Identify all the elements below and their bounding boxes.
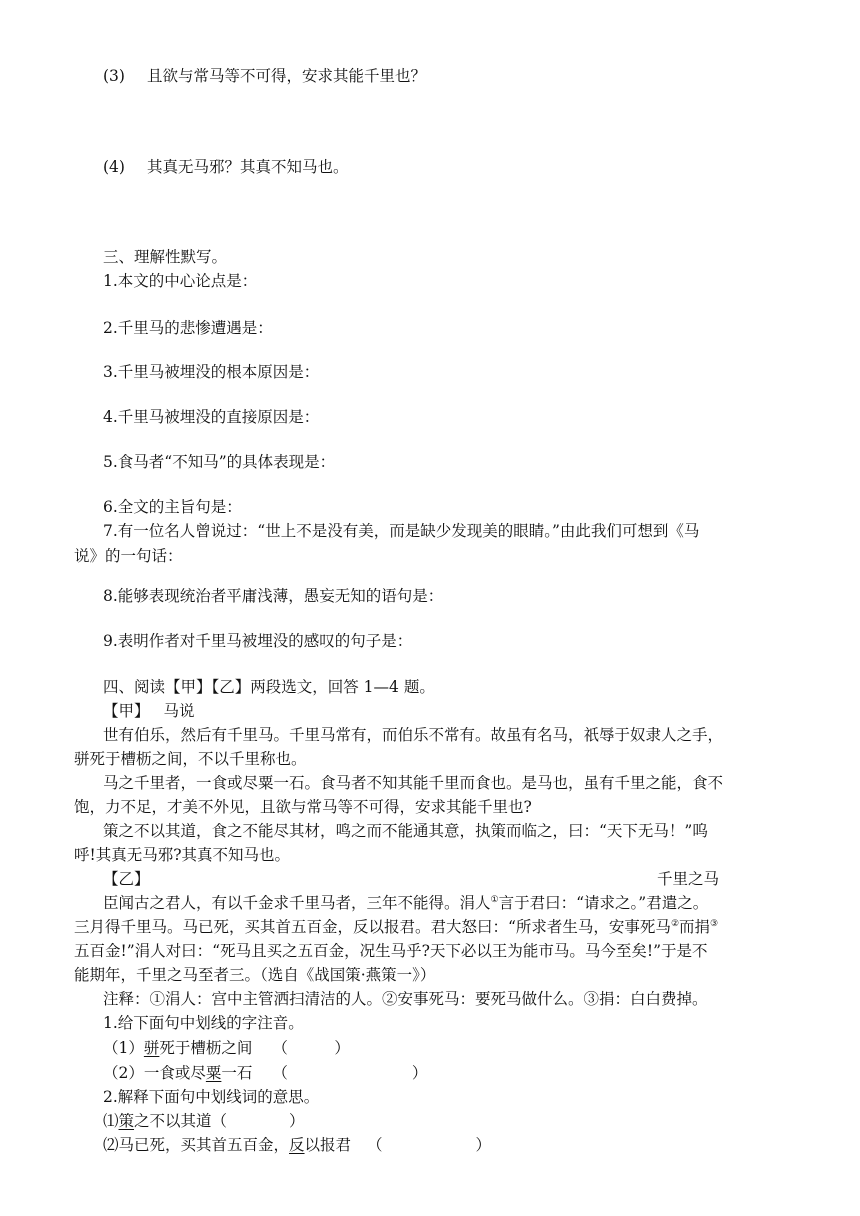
answer-blank[interactable]: （ ） <box>272 1039 350 1057</box>
subquestion-text: （2）一食或尽 <box>103 1064 206 1082</box>
question-4-2-stem: 2.解释下面句中划线词的意思。 <box>103 1088 320 1106</box>
question-3-7: 7.有一位名人曾说过：“世上不是没有美，而是缺少发现美的眼睛。”由此我们可想到《马 <box>103 522 700 540</box>
question-4-1-stem: 1.给下面句中划线的字注音。 <box>103 1014 304 1032</box>
subquestion-text: 以报君 <box>304 1136 352 1154</box>
question-3-1: 1.本文的中心论点是： <box>103 272 258 290</box>
subquestion-text: 死于槽枥之间 <box>159 1039 253 1057</box>
question-3-8: 8.能够表现统治者平庸浅薄，愚妄无知的语句是： <box>103 587 444 605</box>
subquestion-number: （1） <box>103 1039 144 1057</box>
question-4-2-a <box>103 1111 305 1131</box>
passage-jia-line: 马之千里者，一食或尽粟一石。食马者不知其能千里而食也。是马也，虽有千里之能，食不 <box>103 774 724 792</box>
underlined-char: 策 <box>118 1112 135 1130</box>
question-3-9: 9.表明作者对千里马被埋没的感叹的句子是： <box>103 632 413 650</box>
passage-jia-line: 世有伯乐，然后有千里马。千里马常有，而伯乐不常有。故虽有名马，祇辱于奴隶人之手， <box>103 726 724 744</box>
item-text: 其真无马邪？其真不知马也。 <box>146 158 349 176</box>
footnote-marker: ① <box>490 895 499 905</box>
question-3-5: 5.食马者“不知马”的具体表现是： <box>103 453 336 471</box>
underlined-char: 粟 <box>205 1064 222 1082</box>
question-4-2-b <box>103 1135 491 1155</box>
passage-jia-line: 饱，力不足，才美不外见，且欲与常马等不可得，安求其能千里也? <box>74 798 532 816</box>
passage-yi-line <box>74 917 718 937</box>
translation-item-4 <box>103 157 348 177</box>
passage-jia-header <box>103 701 195 721</box>
passage-jia-title: 马说 <box>163 702 195 720</box>
question-3-3: 3.千里马被埋没的根本原因是： <box>103 363 320 381</box>
section4-heading: 四、阅读【甲】【乙】两段选文，回答 1—4 题。 <box>103 678 435 696</box>
item-number: (3) <box>103 67 125 85</box>
underlined-char: 反 <box>289 1136 305 1154</box>
passage-yi-line: 能期年，千里之马至者三。（选自《战国策·燕策一》） <box>74 966 436 984</box>
question-3-2: 2.千里马的悲惨遭遇是： <box>103 319 273 337</box>
passage-jia-line: 骈死于槽枥之间，不以千里称也。 <box>74 750 307 768</box>
passage-text: 三月得千里马。马已死，买其首五百金，反以报君。君大怒曰：“所求者生马，安事死马 <box>74 918 671 936</box>
passage-yi-title: 千里之马 <box>657 870 720 888</box>
section3-heading: 三、理解性默写。 <box>103 248 228 266</box>
footnote-marker: ③ <box>710 919 719 929</box>
passage-jia-line: 策之不以其道，食之不能尽其材，鸣之而不能通其意，执策而临之，曰：“天下无马！”呜 <box>103 822 708 840</box>
passage-text: 而捐 <box>679 918 711 936</box>
footnotes: 注释：①涓人：宫中主管洒扫清洁的人。②安事死马：要死马做什么。③捐：白白费掉。 <box>103 990 708 1008</box>
passage-jia-label: 【甲】 <box>103 702 150 720</box>
question-4-1-a <box>103 1038 350 1058</box>
question-3-4: 4.千里马被埋没的直接原因是： <box>103 408 320 426</box>
question-3-7-cont: 说》的一句话： <box>74 547 183 565</box>
subquestion-text: 之不以其道（ ） <box>134 1112 305 1130</box>
passage-text: 臣闻古之君人，有以千金求千里马者，三年不能得。涓人 <box>103 894 491 912</box>
answer-blank[interactable]: （ ） <box>272 1064 428 1082</box>
item-number: (4) <box>103 158 125 176</box>
footnote-marker: ② <box>670 919 680 929</box>
passage-text: 言于君曰：“请求之。”君遣之。 <box>498 894 709 912</box>
passage-yi-line <box>103 893 708 913</box>
question-4-1-b <box>103 1063 427 1083</box>
subquestion-text: 一石 <box>221 1064 253 1082</box>
answer-blank[interactable]: （ ） <box>367 1136 492 1154</box>
passage-jia-line: 呼!其真无马邪?其真不知马也。 <box>74 846 291 864</box>
subquestion-number: ⑴ <box>103 1112 119 1130</box>
translation-item-3 <box>103 66 426 86</box>
passage-yi-line: 五百金!”涓人对曰：“死马且买之五百金，况生马乎?天下必以王为能市马。马今至矣!”于是不 <box>74 942 708 960</box>
subquestion-text: ⑵马已死，买其首五百金， <box>103 1136 290 1154</box>
underlined-char: 骈 <box>143 1039 160 1057</box>
question-3-6: 6.全文的主旨句是： <box>103 498 242 516</box>
item-text: 且欲与常马等不可得，安求其能千里也？ <box>146 67 426 85</box>
passage-yi-label: 【乙】 <box>103 870 150 888</box>
